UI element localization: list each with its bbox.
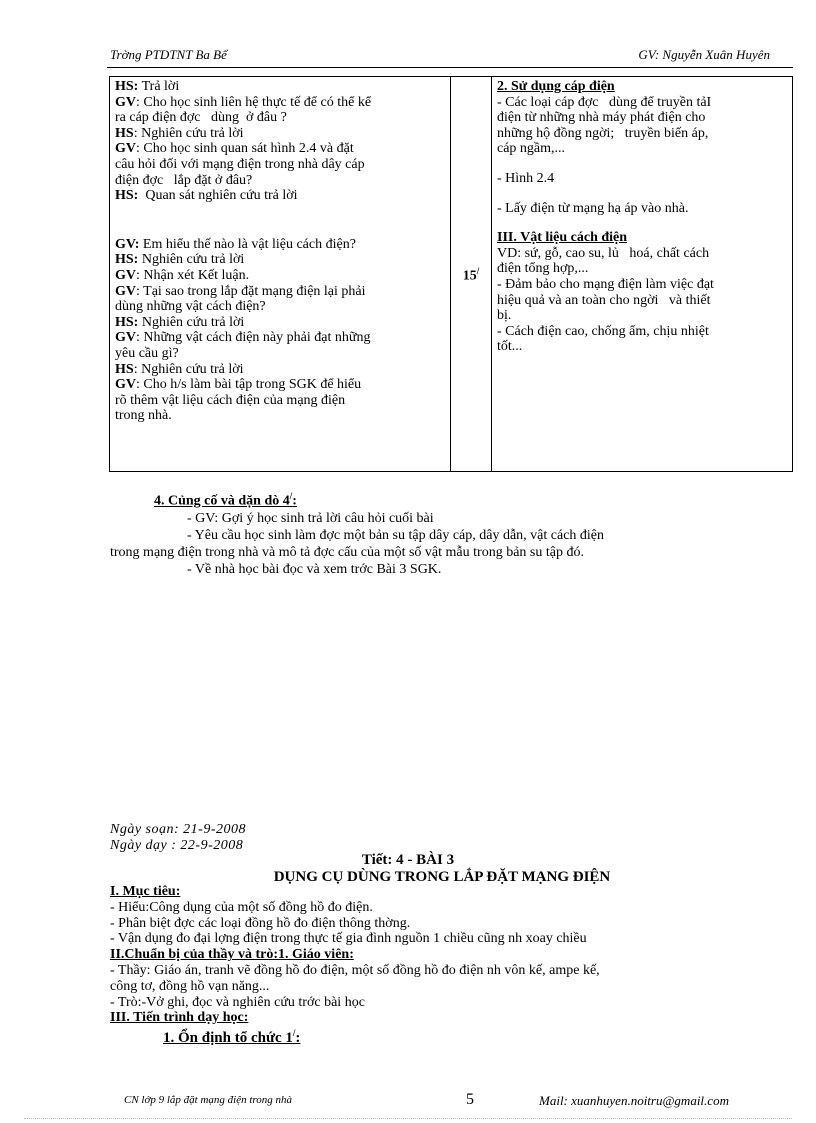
activity-line (115, 408, 445, 424)
section4-title-text: 4. Củng cố và dặn dò 4 (154, 493, 290, 509)
activity-text: điện đợc lắp đặt ở đâu? (115, 172, 253, 188)
content-cell (492, 77, 793, 472)
activity-text: ra cáp điện đợc dùng ở đâu ? (115, 110, 287, 126)
lesson-dates (110, 822, 246, 854)
time-value: 15 (462, 268, 477, 284)
activity-text: câu hỏi đối với mạng điện trong nhà dây cáp (115, 156, 365, 172)
activity-text: : Cho học sinh liên hệ thực tế để có thể kể (136, 94, 372, 110)
content-line: cáp ngầm,... (497, 141, 566, 157)
speaker-label: HS: (115, 188, 139, 204)
lesson-table (109, 76, 793, 472)
activity-text: : Những vật cách điện này phải đạt những (136, 330, 371, 346)
period-heading (0, 852, 816, 869)
ngay-soan: Ngày soạn: 21-9-2008 (110, 822, 246, 837)
section4-line: trong mạng điện trong nhà và mô tả đợc cấu của một số vật mẫu trong bản su tập đó. (110, 544, 584, 560)
lesson-title: DỤNG CỤ DÙNG TRONG LẮP ĐẶT MẠNG ĐIỆN (273, 869, 611, 885)
footer-course: CN lớp 9 lắp đặt mạng điện trong nhà (124, 1094, 293, 1106)
speaker-label: GV (115, 141, 136, 157)
activity-text: trong nhà. (115, 408, 172, 424)
speaker-label: HS: (115, 79, 139, 94)
figure-ref: - Hình 2.4 (497, 170, 555, 186)
speaker-label: GV (115, 283, 136, 299)
content-line: điện tổng hợp,... (497, 261, 589, 277)
speaker-label: HS (115, 125, 134, 141)
content-line: những hộ đồng ngời; truyền biến áp, (497, 125, 709, 141)
sec2-title: 2. Sử dụng cáp điện (497, 79, 615, 94)
content-line: hiệu quả và an toàn cho ngời và thiết (497, 292, 711, 308)
activity-text: : Nghiên cứu trả lời (133, 361, 244, 377)
activity-line (115, 268, 445, 284)
ngay-day: Ngày dạy : 22-9-2008 (110, 838, 244, 853)
activity-line (115, 346, 445, 362)
content-line: tốt... (497, 339, 523, 355)
section4-title-end: : (292, 493, 297, 509)
activity-line (115, 237, 445, 253)
footer-dotted-rule (24, 1118, 792, 1119)
header-school: Trờng PTDTNT Ba Bể (110, 47, 227, 62)
activity-text: : Tại sao trong lắp đặt mạng điện lại phải (136, 283, 366, 299)
speaker-label: GV (115, 330, 136, 346)
lesson-number: BÀI 3 (416, 852, 455, 868)
speaker-label: GV (115, 94, 136, 110)
organization-text: 1. Ổn định tổ chức 1 (163, 1030, 293, 1047)
period-label: Tiết: 4 - (361, 852, 417, 868)
objective-line: - Hiểu:Công dụng của một số đồng hồ đo điện. (110, 899, 373, 915)
section4-line: - Yêu cầu học sinh làm đợc một bản su tập dây cáp, dây dẫn, vật cách điện (187, 527, 605, 543)
preparation-line: - Trò:-Vở ghi, đọc và nghiên cứu trớc bài học (110, 994, 365, 1010)
objective-line: - Phân biệt đợc các loại đồng hồ đo điện thông thờng. (110, 915, 411, 931)
activity-text: Nghiên cứu trả lời (138, 252, 245, 268)
activity-text: dùng những vật cách điện? (115, 299, 266, 315)
activity-line (115, 393, 445, 409)
speaker-label: GV (115, 267, 136, 283)
activity-line (115, 79, 445, 95)
activity-text: rõ thêm vật liệu cách điện của mạng điện (115, 392, 346, 408)
activity-line (115, 188, 445, 204)
section4-title-mark: / (289, 491, 293, 501)
activity-text: : Nghiên cứu trả lời (133, 125, 244, 141)
section-consolidation (110, 488, 800, 578)
activity-line (115, 126, 445, 142)
objectives-heading: I. Mục tiêu: (110, 884, 181, 899)
activity-line (115, 299, 445, 315)
activity-line (115, 141, 445, 157)
section4-line: - Về nhà học bài đọc và xem trớc Bài 3 SGK. (187, 561, 442, 577)
activity-line (115, 284, 445, 300)
activity-block-insulation (115, 237, 445, 424)
content-line: VD: sứ, gỗ, cao su, lủ hoá, chất cách (497, 245, 710, 261)
activity-text: : Nhận xét Kết luận. (136, 267, 250, 283)
lesson2-body (110, 884, 800, 1047)
section4-line: - GV: Gợi ý học sinh trả lời câu hỏi cuối bài (187, 510, 434, 526)
activity-cell (110, 77, 451, 472)
content-line: - Đảm bảo cho mạng điện làm việc đạt (497, 276, 714, 292)
activity-text: Trả lời (138, 79, 180, 94)
organization-heading (110, 1026, 800, 1047)
time-mark: / (476, 265, 480, 276)
activity-line (115, 95, 445, 111)
preparation-heading: II.Chuẩn bị của thầy và trò:1. Giáo viên: (110, 947, 354, 963)
content-line: bị. (497, 308, 512, 324)
sec3-body (497, 246, 787, 355)
footer-mail: Mail: xuanhuyen.noitru@gmail.com (539, 1093, 729, 1108)
activity-text: Nghiên cứu trả lời (138, 314, 245, 330)
sec2-body (497, 95, 787, 157)
speaker-label: HS: (115, 252, 139, 268)
sec3-title: III. Vật liệu cách điện (497, 230, 628, 246)
speaker-label: GV (115, 377, 136, 393)
header-teacher: GV: Nguyễn Xuân Huyên (638, 47, 770, 62)
power-source-note: - Lấy điện từ mạng hạ áp vào nhà. (497, 200, 689, 216)
content-line: - Các loại cáp đợc dùng để truyền tảI (497, 94, 712, 110)
activity-line (115, 173, 445, 189)
speaker-label: HS (115, 361, 134, 377)
activity-text: yêu cầu gì? (115, 345, 179, 361)
section4-title (110, 488, 800, 510)
activity-line (115, 315, 445, 331)
activity-block-cable (115, 79, 445, 204)
objective-line: - Vận dụng đo đại lợng điện trong thực tế gia đình nguồn 1 chiều cũng nh xoay chiều (110, 931, 587, 947)
activity-line (115, 110, 445, 126)
activity-line (115, 157, 445, 173)
organization-end: : (295, 1030, 301, 1047)
activity-line (115, 330, 445, 346)
activity-text: : Cho học sinh quan sát hình 2.4 và đặt (136, 141, 354, 157)
preparation-line: công tơ, đồng hồ vạn năng... (110, 978, 270, 994)
preparation-line: - Thầy: Giáo án, tranh vẽ đồng hồ đo điện, một số đồng hồ đo điện nh vôn kế, ampe kế, (110, 962, 600, 978)
activity-line (115, 362, 445, 378)
activity-text: : Cho h/s làm bài tập trong SGK để hiểu (136, 377, 362, 393)
content-line: - Cách điện cao, chống ẩm, chịu nhiệt (497, 323, 709, 339)
page-number: 5 (466, 1091, 474, 1108)
speaker-label: GV: (115, 236, 140, 252)
time-cell (451, 77, 492, 472)
speaker-label: HS: (115, 314, 139, 330)
content-line: điện từ những nhà máy phát điện cho (497, 110, 706, 126)
activity-line (115, 377, 445, 393)
header-divider (107, 67, 793, 68)
activity-text: Quan sát nghiên cứu trả lời (138, 188, 298, 204)
activity-line (115, 252, 445, 268)
activity-text: Em hiểu thế nào là vật liệu cách điện? (139, 236, 356, 252)
organization-mark: / (292, 1028, 296, 1039)
procedure-heading: III. Tiến trình dạy học: (110, 1010, 249, 1026)
